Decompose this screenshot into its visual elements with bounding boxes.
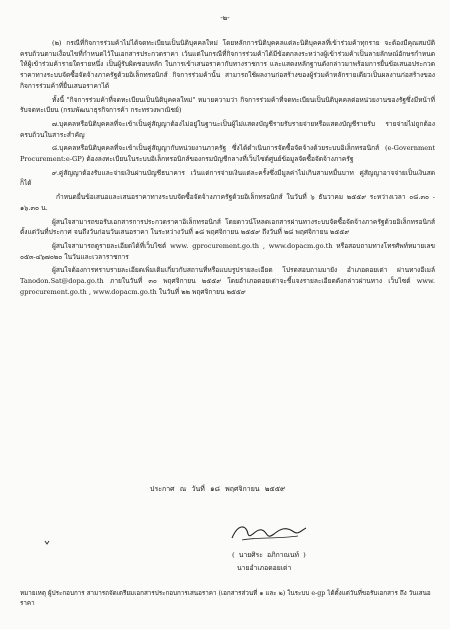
footnote: หมายเหตุ ผู้ประกอบการ สามารถจัดเตรียมเอกสารประกอบการเสนอราคา (เอกสารส่วนที่ ๑ และ ๒) ในระบบ e-gp ได้ตั้งแต่วันที่ขอรับเอกสาร ถึง วันเสนอราคา bbox=[20, 590, 431, 607]
page-number: -๒- bbox=[220, 14, 230, 22]
paragraph-condition-9: ๙.คู่สัญญาต้องรับและจ่ายเงินผ่านบัญชีธนาคาร เว้นแต่การจ่ายเงินแต่ละครั้งซึ่งมีมูลค่าไม่เกินสามหมื่นบาท คู่สัญญาอาจจ่ายเป็นเงินสดก็ได้ bbox=[20, 168, 435, 188]
paragraph-bid-submission-date: กำหนดยื่นข้อเสนอและเสนอราคาทางระบบจัดซื้อจัดจ้างภาครัฐด้วยอิเล็กทรอนิกส์ ในวันที่ ๖ ธันวาคม ๒๕๕๙ ระหว่างเวลา ๐๘.๓๐ - ๑๖.๓๐ น. bbox=[20, 193, 435, 212]
signatory-name: ( นายศิระ อภิกาณนท์ ) bbox=[232, 551, 306, 559]
announcement-body bbox=[20, 38, 435, 297]
stray-mark bbox=[44, 540, 50, 545]
paragraph-condition-8: ๘.บุคคลหรือนิติบุคคลที่จะเข้าเป็นคู่สัญญากับหน่วยงานภาครัฐ ซึ่งได้ดำเนินการจัดซื้อจัดจ้างด้วยระบบอิเล็กทรอนิกส์ (e-Government Procurement:e-GP) ต้องลงทะเบียนในระบบอิเล็กทรอนิกส์ของกรมบัญชีกลางที่เว็บไซต์ศูนย์ข้อมูลจัดซื้อจัดจ้างภาครัฐ bbox=[20, 144, 435, 164]
paragraph-condition-7: ๗.บุคคลหรือนิติบุคคลที่จะเข้าเป็นคู่สัญญาต้องไม่อยู่ในฐานะเป็นผู้ไม่แสดงบัญชีรายรับรายจ่ายหรือแสดงบัญชีรายรับ รายจ่ายไม่ถูกต้องครบถ้วนในสาระสำคัญ bbox=[20, 119, 435, 139]
paragraph-joint-venture-non-registered: (๒) กรณีที่กิจการร่วมค้าไม่ได้จดทะเบียนเป็นนิติบุคคลใหม่ โดยหลักการนิติบุคคลแต่ละนิติบุคคลที่เข้าร่วมค้าทุกราย จะต้องมีคุณสมบัติครบถ้วนตามเงื่อนไขที่กำหนดไว้ในเอกสารประกวดราคา เว้นแต่ในกรณีที่กิจการร่วมค้าได้มีข้อตกลงระหว่างผู้เข้าร่วมค้าเป็นลายลักษณ์อักษรกำหนดให้ผู้เข้าร่วมค้ารายใดรายหนึ่ง เป็นผู้รับผิดชอบหลัก ในการเข้าเสนอราคากับทางราชการ และแสดงหลักฐานดังกล่าวมาพร้อมการยื่นข้อเสนอประกวดราคาทางระบบจัดซื้อจัดจ้างภาครัฐด้วยอิเล็กทรอนิกส์ กิจการร่วมค้านั้น สามารถใช้ผลงานก่อสร้างของผู้ร่วมค้าหลักรายเดียวเป็นผลงานก่อสร้างของกิจการร่วมค้าที่ยื่นเสนอราคาได้ bbox=[20, 39, 435, 90]
paragraph-joint-venture-definition: ทั้งนี้ "กิจการร่วมค้าที่จดทะเบียนเป็นนิติบุคคลใหม่" หมายความว่า กิจการร่วมค้าที่จดทะเบียนเป็นนิติบุคคลต่อหน่วยงานของรัฐซึ่งมีหน้าที่รับจดทะเบียน (กรมพัฒนาธุรกิจการค้า กระทรวงพาณิชย์) bbox=[20, 95, 435, 115]
announcement-dateline: ประกาศ ณ วันที่ ๑๘ พฤศจิกายน ๒๕๕๙ bbox=[150, 485, 286, 493]
paragraph-document-download: ผู้สนใจสามารถขอรับเอกสารการประกวดราคาอิเล็กทรอนิกส์ โดยดาวน์โหลดเอกสารผ่านทางระบบจัดซื้อจัดจ้างภาครัฐด้วยอิเล็กทรอนิกส์ ตั้งแต่วันที่ประกาศ จนถึงวันก่อนวันเสนอราคา ในระหว่างวันที่ ๑๘ พฤศจิกายน ๒๕๕๙ ถึงวันที่ ๒๘ พฤศจิกายน ๒๕๕๙ bbox=[20, 217, 435, 237]
signatory-position: นายอำเภอดอยเต่า bbox=[237, 564, 292, 572]
paragraph-inquiry-info: ผู้สนใจต้องการทราบรายละเอียดเพิ่มเติมเกี่ยวกับสถานที่หรือแบบรูปรายละเอียด โปรดสอบถามมายัง อำเภอดอยเต่า ผ่านทางอีเมล์ Tanodon.Sat@dopa.go.th ภายในวันที่ ๓๐ พฤศจิกายน ๒๕๕๙ โดยอำเภอดอยเต่าจะชี้แจงรายละเอียดดังกล่าวผ่านทาง เว็บไซต์ www. gprocurement.go.th , www.dopacm.go.th ในวันที่ ๒๒ พฤศจิกายน ๒๕๕๙ bbox=[20, 266, 435, 296]
handwritten-signature bbox=[228, 520, 308, 544]
paragraph-contact-info: ผู้สนใจสามารถดูรายละเอียดได้ที่เว็บไซต์ www. gprocurement.go.th , www.dopacm.go.th หรือสอบถามทางโทรศัพท์หมายเลข ๐๕๓-๔๖๗๐๒๐ ในวันและเวลาราชการ bbox=[20, 241, 435, 261]
